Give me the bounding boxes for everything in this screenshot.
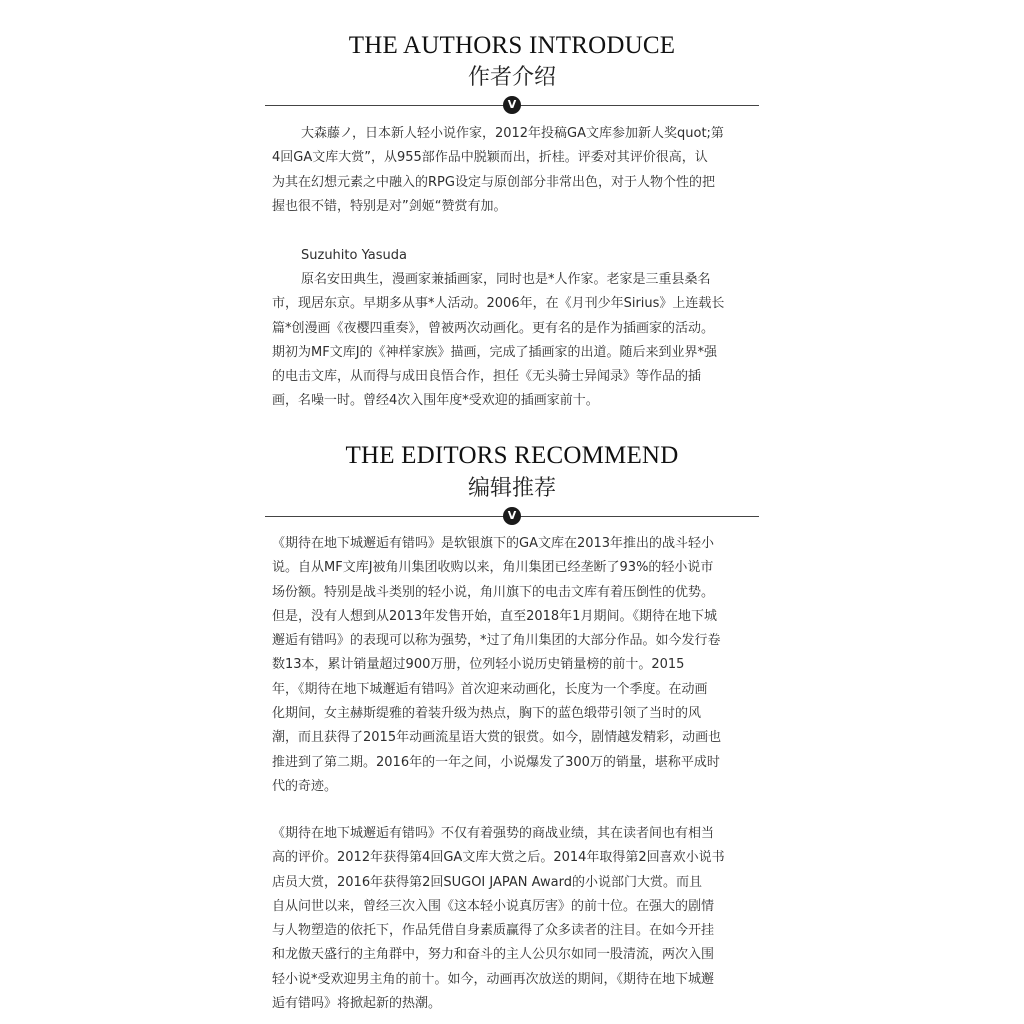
text-line: 《期待在地下城邂逅有错吗》是软银旗下的GA文库在2013年推出的战斗轻小	[272, 536, 715, 551]
text-line: 大森藤ノ，日本新人轻小说作家，2012年投稿GA文库参加新人奖quot;第	[301, 126, 724, 141]
text-line: 的电击文库，从而得与成田良悟合作，担任《无头骑士异闻录》等作品的插	[272, 369, 702, 385]
text-line: 店员大赏，2016年获得第2回SUGOI JAPAN Award的小说部门大赏。而且	[272, 874, 702, 890]
text-line: 轻小说*受欢迎男主角的前十。如今，动画再次放送的期间，《期待在地下城邂	[272, 971, 715, 987]
text-line: 《期待在地下城邂逅有错吗》不仅有着强势的商战业绩，其在读者间也有相当	[272, 826, 715, 841]
author-bio	[272, 122, 752, 219]
text-line: 年，《期待在地下城邂逅有错吗》首次迎来动画化，长度为一个季度。在动画	[272, 681, 708, 697]
text-line: 逅有错吗》将掀起新的热潮。	[272, 996, 442, 1012]
text-line: 高的评价。2012年获得第4回GA文库大赏之后。2014年取得第2回喜欢小说书	[272, 850, 725, 866]
editor-recommendation-2	[272, 822, 752, 1016]
illustrator-name: Suzuhito Yasuda	[301, 248, 407, 263]
editors-section-title: THE EDITORS RECOMMEND	[345, 442, 679, 469]
editors-divider	[265, 507, 759, 527]
text-line: 自从问世以来，曾经三次入围《这本轻小说真厉害》的前十位。在强大的剧情	[272, 898, 715, 914]
text-line: 篇*创漫画《夜樱四重奏》，曾被两次动画化。更有名的是作为插画家的活动。	[272, 320, 715, 336]
text-line: 市，现居东京。早期多从事*人活动。2006年，在《月刊少年Sirius》上连载长	[272, 296, 725, 312]
text-line: 但是，没有人想到从2013年发售开始，直至2018年1月期间。《期待在地下城	[272, 608, 717, 624]
text-line: 推进到了第二期。2016年的一年之间，小说爆发了300万的销量，堪称平成时	[272, 754, 720, 770]
text-line: 画，名噪一时。曾经4次入围年度*受欢迎的插画家前十。	[272, 393, 599, 409]
text-line: 与人物塑造的依托下，作品凭借自身素质赢得了众多读者的注目。在如今开挂	[272, 923, 715, 939]
text-line: 场份额。特别是战斗类别的轻小说，角川旗下的电击文库有着压倒性的优势。	[272, 584, 715, 600]
authors-section-title: THE AUTHORS INTRODUCE	[348, 32, 676, 59]
authors-divider	[265, 96, 759, 116]
text-line: 为其在幻想元素之中融入的RPG设定与原创部分非常出色，对于人物个性的把	[272, 174, 715, 190]
text-line: 4回GA文库大赏”，从955部作品中脱颖而出，折桂。评委对其评价很高，认	[272, 150, 708, 166]
text-line: 潮，而且获得了2015年动画流星语大赏的银赏。如今，剧情越发精彩，动画也	[272, 730, 722, 746]
text-line: 化期间，女主赫斯缇雅的着装升级为热点，胸下的蓝色缎带引领了当时的风	[272, 706, 702, 722]
text-line: 邂逅有错吗》的表现可以称为强势，*过了角川集团的大部分作品。如今发行卷	[272, 633, 721, 649]
text-line: 期初为MF文库J的《神样家族》描画，完成了插画家的出道。随后来到业界*强	[272, 344, 718, 360]
editors-section-subtitle: 编辑推荐	[467, 476, 556, 501]
text-line: 代的奇迹。	[272, 778, 338, 794]
v-badge-icon: V	[503, 96, 521, 114]
illustrator-bio	[272, 268, 752, 414]
text-line: 说。自从MF文库J被角川集团收购以来，角川集团已经垄断了93%的轻小说市	[272, 560, 714, 576]
editor-recommendation-1	[272, 532, 752, 799]
text-line: 原名安田典生，漫画家兼插画家，同时也是*人作家。老家是三重县桑名	[301, 272, 711, 287]
text-line: 握也很不错，特别是对”剑姬“赞赏有加。	[272, 198, 507, 214]
v-badge-icon: V	[503, 507, 521, 525]
text-line: 和龙傲天盛行的主角群中，努力和奋斗的主人公贝尔如同一股清流，两次入围	[272, 947, 715, 963]
authors-section-subtitle: 作者介绍	[467, 65, 556, 90]
text-line: 数13本，累计销量超过900万册，位列轻小说历史销量榜的前十。2015	[272, 657, 685, 673]
